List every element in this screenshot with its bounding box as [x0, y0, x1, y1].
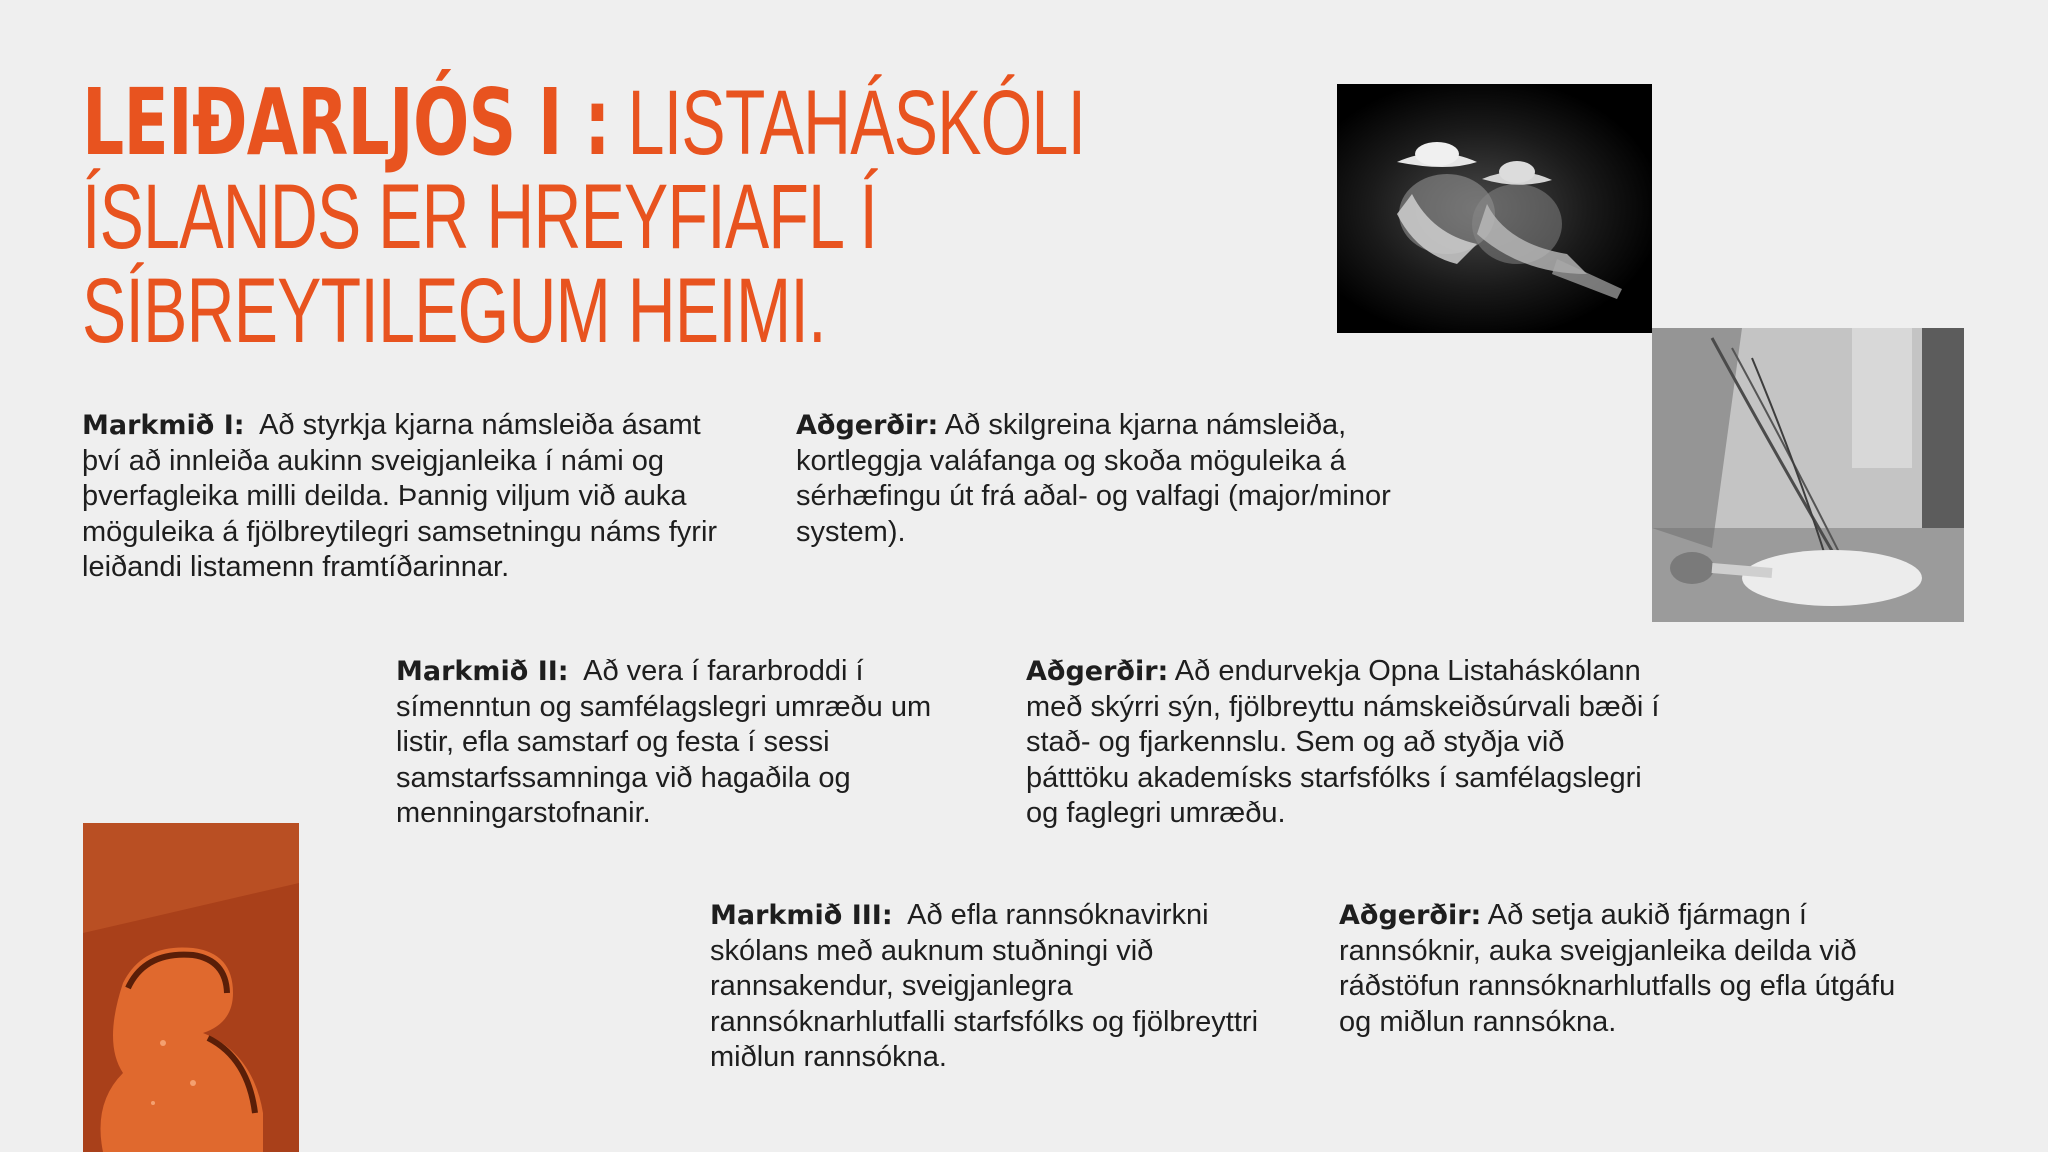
title-line-1-rest: LISTAHÁSKÓLI: [627, 72, 1086, 174]
goal-2-label: Markmið II:: [396, 656, 569, 687]
action-2-block: [1026, 654, 1666, 832]
orange-sculpture-photo: [83, 823, 299, 1152]
dancer-with-branches-photo: [1652, 328, 1964, 622]
goal-2-block: [396, 654, 976, 832]
goal-1-label: Markmið I:: [82, 410, 245, 441]
page-title: [82, 69, 1086, 362]
action-1-label: Aðgerðir:: [796, 410, 939, 441]
title-bold-part: LEIÐARLJÓS I :: [82, 69, 610, 176]
action-2-text: Að endurvekja Opna Listaháskólann með skýrri sýn, fjölbreyttu námskeiðsúrvali bæði í stað- og fjarkennslu. Sem og að styðja við þátttöku akademísks starfsfólks í samfélagslegri og faglegri umræðu.: [1026, 655, 1660, 829]
action-1-text: Að skilgreina kjarna námsleiða, kortleggja valáfanga og skoða möguleika á sérhæfingu út frá aðal- og valfagi (major/minor system).: [796, 409, 1391, 548]
action-1-block: [796, 408, 1436, 550]
title-line-3: SÍBREYTILEGUM HEIMI.: [82, 260, 826, 362]
goal-3-label: Markmið III:: [710, 900, 893, 931]
goal-3-text: Að efla rannsóknavirkni skólans með auknum stuðningi við rannsakendur, sveigjanlegra rannsóknarhlutfalli starfsfólks og fjölbreyttri miðlun rannsókna.: [710, 899, 1259, 1073]
title-line-1: [82, 69, 1086, 176]
title-line-2: ÍSLANDS ER HREYFIAFL Í: [82, 166, 878, 268]
dancers-cowboy-hats-photo: [1337, 84, 1652, 333]
goal-3-block: [710, 898, 1290, 1076]
action-2-label: Aðgerðir:: [1026, 656, 1169, 687]
action-3-label: Aðgerðir:: [1339, 900, 1482, 931]
goal-2-text: Að vera í fararbroddi í símenntun og samfélagslegri umræðu um listir, efla samstarf og festa í sessi samstarfssamninga við hagaðila og menningarstofnanir.: [396, 655, 932, 829]
action-3-block: [1339, 898, 1919, 1040]
goal-1-block: [82, 408, 722, 586]
action-3-text: Að setja aukið fjármagn í rannsóknir, auka sveigjanleika deilda við ráðstöfun rannsóknarhlutfalls og efla útgáfu og miðlun rannsókna.: [1339, 899, 1896, 1038]
goal-1-text: Að styrkja kjarna námsleiða ásamt því að innleiða aukinn sveigjanleika í námi og þverfagleika milli deilda. Þannig viljum við auka möguleika á fjölbreytilegri samsetningu náms fyrir leiðandi listamenn framtíðarinnar.: [82, 409, 718, 583]
